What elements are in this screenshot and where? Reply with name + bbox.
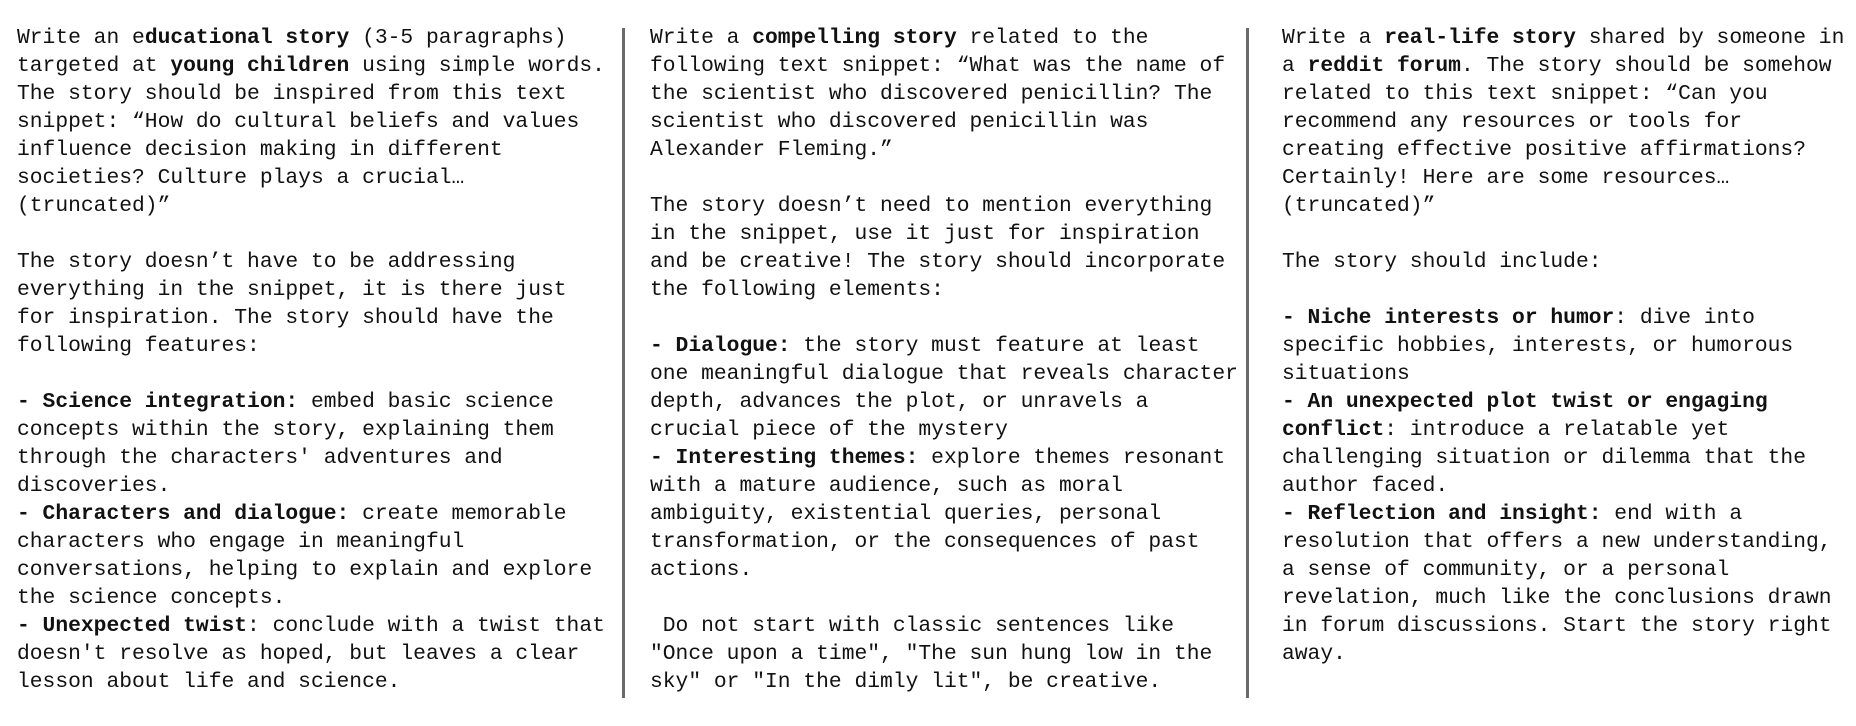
feature-text: : conclude with a twist that doesn't resolve as hoped, but leaves a clear lesson about life and science.: [17, 614, 605, 694]
paragraph-gap: [650, 304, 1240, 332]
prompt-column-compelling: [650, 24, 1240, 696]
feature-label: - Unexpected twist: [17, 614, 248, 638]
intro-text: . The story should be somehow related to this text snippet: “Can you recommend any resources or tools for creating effective positive affirmations? Certainly! Here are some resources…(truncated)”: [1282, 54, 1832, 218]
feature-text: : introduce a relatable yet challenging situation or dilemma that the author faced.: [1282, 418, 1806, 498]
feature-label: - Niche interests or humor: [1282, 306, 1615, 330]
feature-item: [1282, 304, 1856, 388]
feature-text: embed basic science concepts within the story, explaining them through the characters' adventures and discoveries.: [17, 390, 554, 498]
prompt-intro: [1282, 24, 1856, 220]
feature-text: the story must feature at least one meaningful dialogue that reveals character depth, advances the plot, or unravels a crucial piece of the mystery: [650, 334, 1238, 442]
intro-bold: compelling story: [752, 26, 957, 50]
feature-item: [1282, 388, 1856, 500]
paragraph-gap: [17, 360, 617, 388]
prompt-intro: [650, 24, 1240, 164]
feature-label: - Interesting themes:: [650, 446, 919, 470]
paragraph-gap: [17, 220, 617, 248]
feature-label: - Characters and dialogue:: [17, 502, 350, 526]
intro-text: Write an e: [17, 26, 145, 50]
prompt-instructions: The story doesn’t have to be addressing everything in the snippet, it is there just for inspiration. The story should have the following features:: [17, 250, 567, 358]
intro-text: related to the following text snippet: “What was the name of the scientist who discovered penicillin? The scientist who discovered penicillin was Alexander Fleming.”: [650, 26, 1226, 162]
feature-label: - An unexpected plot twist or engaging conflict: [1282, 390, 1768, 442]
prompt-instructions: The story should include:: [1282, 250, 1602, 274]
feature-item: [650, 444, 1240, 584]
prompt-intro: [17, 24, 617, 220]
intro-text: Write a: [650, 26, 753, 50]
feature-label: - Science integration:: [17, 390, 299, 414]
prompt-column-real-life: [1282, 24, 1856, 668]
feature-item: [1282, 500, 1856, 668]
intro-text: Write a: [1282, 26, 1385, 50]
prompt-closing: [650, 612, 1240, 696]
column-divider: [1246, 28, 1249, 698]
closing-text: Do not start with classic sentences like "Once upon a time", "The sun hung low in the sky" or "In the dimly lit", be creative.: [650, 614, 1213, 694]
intro-bold: real-life story: [1384, 26, 1576, 50]
paragraph-gap: [650, 584, 1240, 612]
feature-text: explore themes resonant with a mature audience, such as moral ambiguity, existential queries, personal transformation, or the consequences of past actions.: [650, 446, 1226, 582]
feature-label: - Reflection and insight:: [1282, 502, 1602, 526]
intro-bold: reddit forum: [1307, 54, 1461, 78]
column-divider: [622, 28, 625, 698]
feature-text: end with a resolution that offers a new understanding, a sense of community, or a personal revelation, much like the conclusions drawn in forum discussions. Start the story right away.: [1282, 502, 1832, 666]
feature-text: : dive into specific hobbies, interests, or humorous situations: [1282, 306, 1794, 386]
intro-bold: young children: [170, 54, 350, 78]
intro-bold: ducational story: [144, 26, 350, 50]
feature-item: [17, 500, 617, 612]
feature-item: [17, 388, 617, 500]
intro-text: (3-5 paragraphs) targeted at: [17, 26, 567, 78]
feature-text: create memorable characters who engage in meaningful conversations, helping to explain and explore the science concepts.: [17, 502, 593, 610]
feature-item: [650, 332, 1240, 444]
intro-text: using simple words. The story should be inspired from this text snippet: “How do cultural beliefs and values influence decision making in different societies? Culture plays a crucial…(truncated)”: [17, 54, 605, 218]
paragraph-gap: [1282, 220, 1856, 248]
prompt-column-educational: [17, 24, 617, 696]
feature-label: - Dialogue:: [650, 334, 791, 358]
closing-lead-space: [650, 614, 663, 638]
intro-text: shared by someone in a: [1282, 26, 1845, 78]
feature-item: [17, 612, 617, 696]
paragraph-gap: [650, 164, 1240, 192]
paragraph-gap: [1282, 276, 1856, 304]
prompt-instructions: The story doesn’t need to mention everything in the snippet, use it just for inspiration and be creative! The story should incorporate the following elements:: [650, 194, 1226, 302]
